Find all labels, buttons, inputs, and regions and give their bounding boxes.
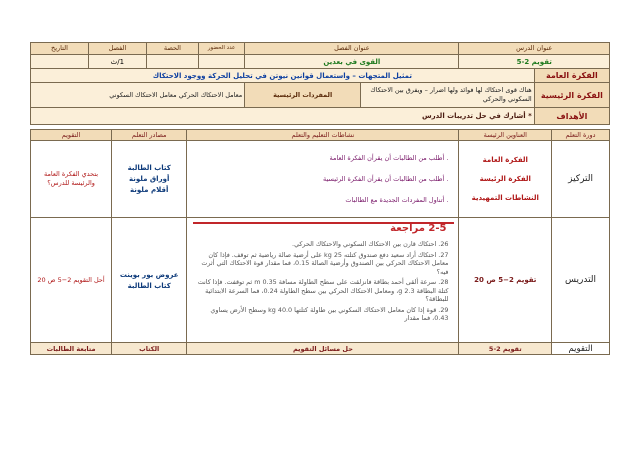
general-idea-text: تمثيل المتجهات – واستعمال قوانين نيوتن في تحليل الحركة ووجود الاحتكاك [31,69,535,83]
learning-cycle-table [30,129,610,355]
teach-resource-item: عروض بور بوينت [119,270,179,279]
cycle-column-header: دورة التعلم [552,130,610,141]
evaluation-stage: التقويم [552,343,610,355]
focus-activities [187,141,459,218]
focus-activity-item: . أطلب من الطالبات أن يقرأن الفكرة الرئيسية [322,175,449,183]
period-value [146,55,198,69]
focus-title-item: الفكرة العامة [482,156,528,164]
focus-stage: التركيز [552,141,610,218]
focus-titles [459,141,552,218]
focus-activity-item: . أطلب من الطالبات أن يقرأن الفكرة العامة [329,154,449,162]
focus-resource-item: أوراق ملونة [129,175,170,183]
teach-titles: تقويم 2−5 ص 20 [459,218,552,343]
textbook-excerpt-title: 2-5 مراجعة [390,223,447,234]
lesson-plan [30,42,610,355]
lesson-title-value: تقويم 2-5 [459,55,610,69]
activities-column-header: نشاطات التعليم والتعلم [187,130,459,141]
resources-column-header: مصادر التعلم [112,130,187,141]
lesson-info-table [30,42,610,125]
focus-activity-item: . أتناول المفردات الجديدة مع الطالبات [345,196,449,204]
date-value [31,55,89,69]
evaluation-resources: الكتاب [112,343,187,355]
general-idea-label: الفكرة العامة [534,69,609,83]
period-label: الحصة [146,43,198,55]
focus-title-item: النشاطات التمهيدية [471,194,539,202]
unit-title-label: عنوان الفصل [245,43,459,55]
teach-assessment: أحل التقويم 2−5 ص 20 [31,218,112,343]
titles-column-header: العناوين الرئيسة [459,130,552,141]
teach-stage: التدريس [552,218,610,343]
vocabulary-text: معامل الاحتكاك الحركي معامل الاحتكاك السكوني [31,83,245,108]
assessment-column-header: التقويم [31,130,112,141]
evaluation-assessment: متابعة الطالبات [31,343,112,355]
unit-title-value: القوى في بعدين [245,55,459,69]
focus-title-item: الفكرة الرئيسة [479,175,531,183]
teach-resource-item: كتاب الطالبة [127,281,171,290]
textbook-question: 27. احتكاك أراد سعيد دفع صندوق كتلته 25 kg على أرضية صالة رياضية ثم توقف. فإذا كان معامل الاحتكاك الحركي بين الصندوق وأرضية الصالة 0.15، فما مقدار قوة الاحتكاك التي أثرت فيه؟ [201,250,449,276]
objectives-text: * أشارك في حل تدريبات الدرس [31,108,535,125]
student-count-value [198,55,244,69]
main-idea-label: الفكرة الرئيسية [534,83,609,108]
chapter-value: 1/ث [88,55,146,69]
focus-resource-item: أقلام ملونة [130,186,169,194]
lesson-title-label: عنوان الدرس [459,43,610,55]
textbook-excerpt [187,218,459,343]
objectives-label: الأهداف [534,108,609,125]
focus-resources [112,141,187,218]
teach-resources [112,218,187,343]
textbook-excerpt-lines [197,240,448,325]
vocabulary-label: المفردات الرئيسية [245,83,361,108]
textbook-question: 28. سرعة ألقى أحمد بطاقة فانزلقت على سطح الطاولة مسافة 0.35 m ثم توقفت. فإذا كانت كتلة البطاقة 2.3 g، ومعامل الاحتكاك الحركي بين سطح الطاولة 0.24، فما السرعة الابتدائية للبطاقة؟ [197,278,449,303]
textbook-excerpt-header [193,222,454,236]
main-idea-text: هناك قوى احتكاك لها فوائد ولها اضرار – ويفرق بين الاحتكاك السكوني والحركي [361,83,535,108]
focus-assessment: بتحدي الفكرة العامة والرئيسة للدرس؟ [31,141,112,218]
evaluation-activities: حل مسائل التقويم [187,343,459,355]
textbook-question: 29. قوة إذا كان معامل الاحتكاك السكوني بين طاولة كتلتها 40.0 kg وسطح الأرض يساوي 0.43، فما مقدار [210,305,449,322]
student-count-label: عدد الحضور [198,43,244,55]
date-label: التاريخ [31,43,89,55]
evaluation-titles: تقويم 2-5 [459,343,552,355]
focus-resource-item: كتاب الطالبة [127,164,171,172]
chapter-label: الفصل [88,43,146,55]
textbook-question: 26. احتكاك قارن بين الاحتكاك السكوني والاحتكاك الحركي. [292,240,449,248]
